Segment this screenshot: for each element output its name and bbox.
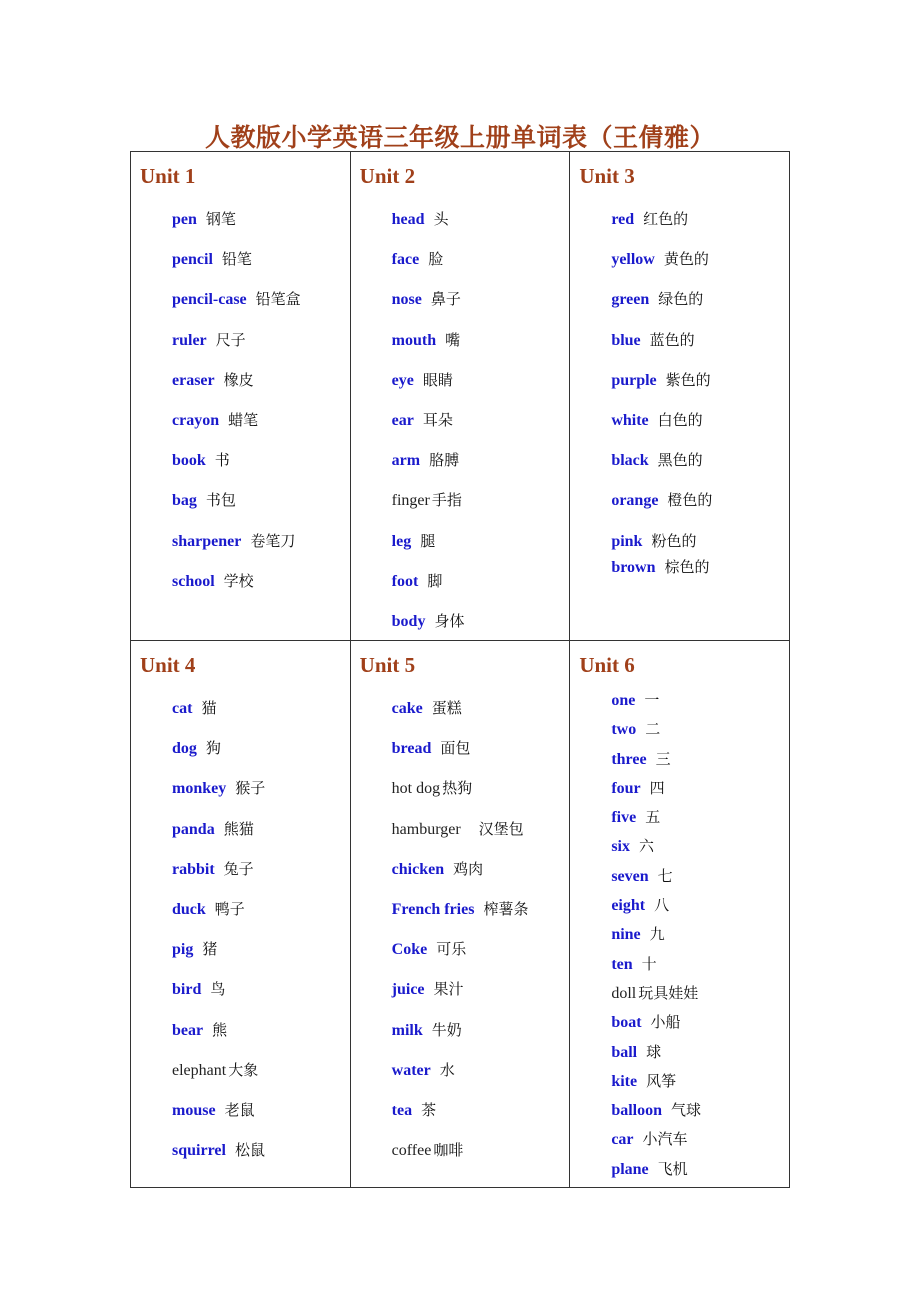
- word-entry: [611, 718, 701, 747]
- word-entry: [172, 487, 301, 527]
- english-word: pen: [172, 211, 197, 228]
- chinese-meaning: 八: [654, 896, 670, 915]
- english-word: cat: [172, 700, 193, 717]
- english-word: one: [611, 692, 636, 709]
- chinese-meaning: 鸟: [210, 980, 226, 999]
- english-word: purple: [611, 371, 657, 389]
- english-word: mouth: [391, 331, 437, 349]
- word-entry: [392, 487, 465, 527]
- chinese-meaning: 书: [214, 451, 230, 470]
- word-entry: [611, 865, 701, 894]
- unit-heading: Unit 6: [579, 653, 635, 677]
- word-entry: [172, 695, 265, 735]
- english-word: orange: [611, 492, 659, 510]
- chinese-meaning: 二: [645, 720, 661, 739]
- english-word: mouse: [172, 1101, 216, 1119]
- word-list: [392, 206, 465, 648]
- english-word: car: [611, 1131, 634, 1149]
- word-entry: [611, 206, 712, 246]
- chinese-meaning: 腿: [420, 531, 436, 550]
- english-word: brown: [611, 558, 656, 576]
- chinese-meaning: 水: [439, 1060, 455, 1079]
- word-entry: [392, 1137, 529, 1177]
- english-word: kite: [611, 1072, 638, 1090]
- word-entry: [172, 367, 301, 407]
- chinese-meaning: 咖啡: [433, 1141, 464, 1160]
- word-entry: [172, 976, 265, 1016]
- english-word: pencil: [172, 251, 213, 269]
- word-entry: [611, 246, 712, 286]
- english-word: finger: [391, 492, 430, 510]
- chinese-meaning: 熊: [212, 1020, 228, 1039]
- chinese-meaning: 果汁: [433, 980, 464, 999]
- chinese-meaning: 六: [638, 837, 654, 856]
- english-word: yellow: [611, 251, 655, 269]
- word-entry: [392, 816, 529, 856]
- english-word: foot: [391, 572, 419, 590]
- word-entry: [172, 775, 265, 815]
- english-word: ear: [391, 411, 414, 429]
- chinese-meaning: 紫色的: [665, 370, 711, 389]
- chinese-meaning: 十: [641, 954, 657, 973]
- chinese-meaning: 红色的: [643, 210, 689, 228]
- english-word: leg: [391, 532, 412, 550]
- english-word: two: [611, 721, 637, 739]
- chinese-meaning: 气球: [671, 1101, 702, 1120]
- word-entry: [611, 894, 701, 923]
- chinese-meaning: 铅笔: [221, 250, 252, 269]
- english-word: chicken: [391, 860, 445, 878]
- english-word: green: [611, 291, 650, 309]
- chinese-meaning: 九: [649, 925, 665, 944]
- english-word: Coke: [391, 941, 428, 959]
- chinese-meaning: 棕色的: [664, 557, 710, 576]
- word-entry: [172, 936, 265, 976]
- word-entry: [172, 816, 265, 856]
- chinese-meaning: 脚: [427, 571, 443, 590]
- english-word: ten: [611, 955, 633, 973]
- word-entry: [611, 447, 712, 487]
- chinese-meaning: 耳朵: [422, 410, 453, 429]
- chinese-meaning: 飞机: [657, 1159, 688, 1178]
- word-entry: [172, 528, 301, 568]
- word-entry: [172, 1097, 265, 1137]
- word-entry: [392, 1057, 529, 1097]
- chinese-meaning: 大象: [228, 1060, 259, 1079]
- word-entry: [172, 1057, 265, 1097]
- english-word: ball: [611, 1043, 638, 1061]
- word-entry: [172, 206, 301, 246]
- english-word: French fries: [391, 900, 475, 918]
- word-list: [172, 206, 301, 608]
- unit-heading: Unit 5: [359, 653, 416, 677]
- chinese-meaning: 卷笔刀: [250, 531, 296, 550]
- chinese-meaning: 粉色的: [651, 531, 697, 550]
- unit-heading: Unit 2: [359, 164, 416, 188]
- unit-cell-2: [350, 152, 570, 641]
- chinese-meaning: 热狗: [442, 779, 473, 798]
- word-entry: [611, 1099, 701, 1128]
- word-entry: [392, 327, 465, 367]
- english-word: eight: [611, 897, 646, 915]
- chinese-meaning: 头: [433, 210, 449, 228]
- word-entry: [392, 246, 465, 286]
- word-entry: [392, 286, 465, 326]
- chinese-meaning: 猫: [201, 699, 217, 717]
- english-word: balloon: [611, 1102, 662, 1120]
- chinese-meaning: 书包: [205, 491, 236, 510]
- word-entry: [611, 689, 701, 718]
- english-word: dog: [172, 740, 197, 758]
- english-word: body: [391, 612, 426, 630]
- english-word: sharpener: [172, 532, 242, 550]
- english-word: three: [611, 750, 647, 768]
- unit-heading: Unit 1: [140, 164, 196, 188]
- chinese-meaning: 风筝: [646, 1071, 677, 1090]
- word-entry: [392, 1097, 529, 1137]
- chinese-meaning: 三: [655, 749, 671, 768]
- word-list: [392, 695, 529, 1177]
- chinese-meaning: 胳膊: [429, 451, 460, 470]
- chinese-meaning: 一: [644, 691, 660, 709]
- english-word: blue: [611, 331, 641, 349]
- word-entry: [611, 923, 701, 952]
- word-list: [172, 695, 265, 1177]
- word-entry: [172, 1137, 265, 1177]
- word-entry: [172, 568, 301, 608]
- vocabulary-table: [130, 151, 790, 1188]
- chinese-meaning: 黄色的: [663, 250, 709, 269]
- english-word: arm: [391, 452, 421, 470]
- english-word: nine: [611, 926, 641, 944]
- chinese-meaning: 嘴: [445, 330, 461, 349]
- chinese-meaning: 蜡笔: [228, 410, 259, 429]
- english-word: bag: [172, 492, 197, 510]
- chinese-meaning: 牛奶: [431, 1020, 462, 1039]
- chinese-meaning: 猪: [202, 940, 218, 959]
- word-entry: [611, 487, 712, 527]
- english-word: juice: [391, 981, 425, 999]
- english-word: hamburger: [391, 820, 461, 838]
- chinese-meaning: 玩具娃娃: [638, 983, 699, 1002]
- word-entry: [172, 1017, 265, 1057]
- english-word: bird: [172, 981, 202, 999]
- word-list: [611, 689, 701, 1187]
- english-word: pink: [611, 532, 643, 550]
- english-word: hot dog: [391, 780, 441, 798]
- unit-cell-3: [570, 152, 790, 641]
- english-word: panda: [172, 820, 215, 838]
- word-entry: [611, 1158, 701, 1187]
- chinese-meaning: 球: [646, 1042, 662, 1061]
- document-title: 人教版小学英语三年级上册单词表（王倩雅）: [204, 123, 715, 152]
- english-word: red: [611, 211, 635, 228]
- chinese-meaning: 猴子: [235, 779, 266, 798]
- word-entry: [392, 206, 465, 246]
- word-entry: [392, 856, 529, 896]
- english-word: squirrel: [172, 1142, 226, 1160]
- english-word: water: [391, 1061, 431, 1079]
- chinese-meaning: 熊猫: [223, 819, 254, 838]
- word-entry: [611, 1041, 701, 1070]
- word-entry: [172, 447, 301, 487]
- english-word: school: [172, 572, 215, 590]
- english-word: crayon: [172, 411, 220, 429]
- word-entry: [611, 528, 712, 554]
- unit-heading: Unit 3: [579, 164, 635, 188]
- chinese-meaning: 鸡肉: [453, 859, 484, 878]
- word-entry: [611, 286, 712, 326]
- chinese-meaning: 尺子: [215, 330, 246, 349]
- word-list: [611, 206, 712, 594]
- word-entry: [392, 528, 465, 568]
- table-row: [131, 641, 790, 1188]
- english-word: bear: [172, 1021, 204, 1039]
- chinese-meaning: 蓝色的: [649, 330, 695, 349]
- english-word: head: [391, 211, 425, 228]
- word-entry: [611, 748, 701, 777]
- chinese-meaning: 学校: [223, 571, 254, 590]
- word-entry: [611, 407, 712, 447]
- chinese-meaning: 眼睛: [422, 370, 453, 389]
- chinese-meaning: 榨薯条: [483, 899, 529, 918]
- word-entry: [392, 447, 465, 487]
- english-word: monkey: [172, 780, 227, 798]
- word-entry: [392, 936, 529, 976]
- chinese-meaning: 白色的: [657, 410, 703, 429]
- chinese-meaning: 绿色的: [658, 290, 704, 309]
- english-word: cake: [391, 700, 423, 717]
- english-word: pencil-case: [172, 291, 247, 309]
- english-word: tea: [391, 1101, 413, 1119]
- english-word: duck: [172, 900, 206, 918]
- chinese-meaning: 鸭子: [214, 899, 245, 918]
- chinese-meaning: 钢笔: [205, 210, 236, 228]
- english-word: boat: [611, 1014, 642, 1032]
- word-entry: [611, 806, 701, 835]
- word-entry: [611, 1128, 701, 1157]
- word-entry: [611, 367, 712, 407]
- english-word: milk: [391, 1021, 423, 1039]
- english-word: black: [611, 452, 649, 470]
- chinese-meaning: 橙色的: [667, 491, 713, 510]
- english-word: eraser: [172, 371, 215, 389]
- english-word: ruler: [172, 331, 207, 349]
- english-word: four: [611, 779, 641, 797]
- english-word: rabbit: [172, 860, 215, 878]
- chinese-meaning: 老鼠: [224, 1100, 255, 1119]
- word-entry: [611, 953, 701, 982]
- word-entry: [172, 896, 265, 936]
- chinese-meaning: 身体: [434, 611, 465, 630]
- chinese-meaning: 茶: [421, 1100, 437, 1119]
- word-entry: [611, 1070, 701, 1099]
- word-entry: [611, 1011, 701, 1040]
- chinese-meaning: 狗: [205, 739, 221, 758]
- chinese-meaning: 七: [657, 866, 673, 885]
- english-word: pig: [172, 941, 194, 959]
- english-word: white: [611, 411, 649, 429]
- word-entry: [172, 856, 265, 896]
- chinese-meaning: 四: [649, 778, 665, 797]
- word-entry: [172, 286, 301, 326]
- word-entry: [392, 367, 465, 407]
- word-entry: [392, 1017, 529, 1057]
- word-entry: [392, 568, 465, 608]
- chinese-meaning: 五: [645, 808, 661, 827]
- chinese-meaning: 黑色的: [657, 451, 703, 470]
- word-entry: [392, 407, 465, 447]
- chinese-meaning: 铅笔盒: [255, 290, 301, 309]
- chinese-meaning: 可乐: [436, 940, 467, 959]
- english-word: seven: [611, 867, 649, 885]
- chinese-meaning: 松鼠: [234, 1141, 265, 1160]
- chinese-meaning: 脸: [428, 250, 444, 269]
- table-row: [131, 152, 790, 641]
- english-word: five: [611, 809, 637, 827]
- unit-cell-4: [131, 641, 351, 1188]
- english-word: doll: [611, 984, 637, 1002]
- english-word: elephant: [172, 1061, 227, 1079]
- word-entry: [611, 554, 712, 594]
- chinese-meaning: 蛋糕: [431, 699, 462, 717]
- chinese-meaning: 兔子: [223, 859, 254, 878]
- english-word: six: [611, 838, 630, 856]
- chinese-meaning: 小船: [650, 1013, 681, 1032]
- chinese-meaning: 鼻子: [430, 290, 461, 309]
- word-entry: [172, 327, 301, 367]
- english-word: plane: [611, 1160, 649, 1178]
- english-word: bread: [391, 740, 432, 758]
- english-word: eye: [391, 371, 414, 389]
- word-entry: [172, 246, 301, 286]
- chinese-meaning: 面包: [440, 739, 471, 758]
- english-word: nose: [391, 291, 422, 309]
- word-entry: [392, 775, 529, 815]
- word-entry: [392, 896, 529, 936]
- word-entry: [611, 835, 701, 864]
- english-word: book: [172, 452, 206, 470]
- word-entry: [172, 735, 265, 775]
- unit-cell-1: [131, 152, 351, 641]
- chinese-meaning: 小汽车: [642, 1130, 688, 1149]
- word-entry: [611, 777, 701, 806]
- chinese-meaning: 汉堡包: [478, 819, 524, 838]
- word-entry: [172, 407, 301, 447]
- english-word: coffee: [391, 1142, 432, 1160]
- word-entry: [392, 735, 529, 775]
- chinese-meaning: 手指: [431, 491, 462, 510]
- word-entry: [611, 327, 712, 367]
- unit-heading: Unit 4: [140, 653, 196, 677]
- word-entry: [611, 982, 701, 1011]
- unit-cell-6: [570, 641, 790, 1188]
- english-word: face: [391, 251, 420, 269]
- word-entry: [392, 695, 529, 735]
- word-entry: [392, 976, 529, 1016]
- chinese-meaning: 橡皮: [223, 370, 254, 389]
- unit-cell-5: [350, 641, 570, 1188]
